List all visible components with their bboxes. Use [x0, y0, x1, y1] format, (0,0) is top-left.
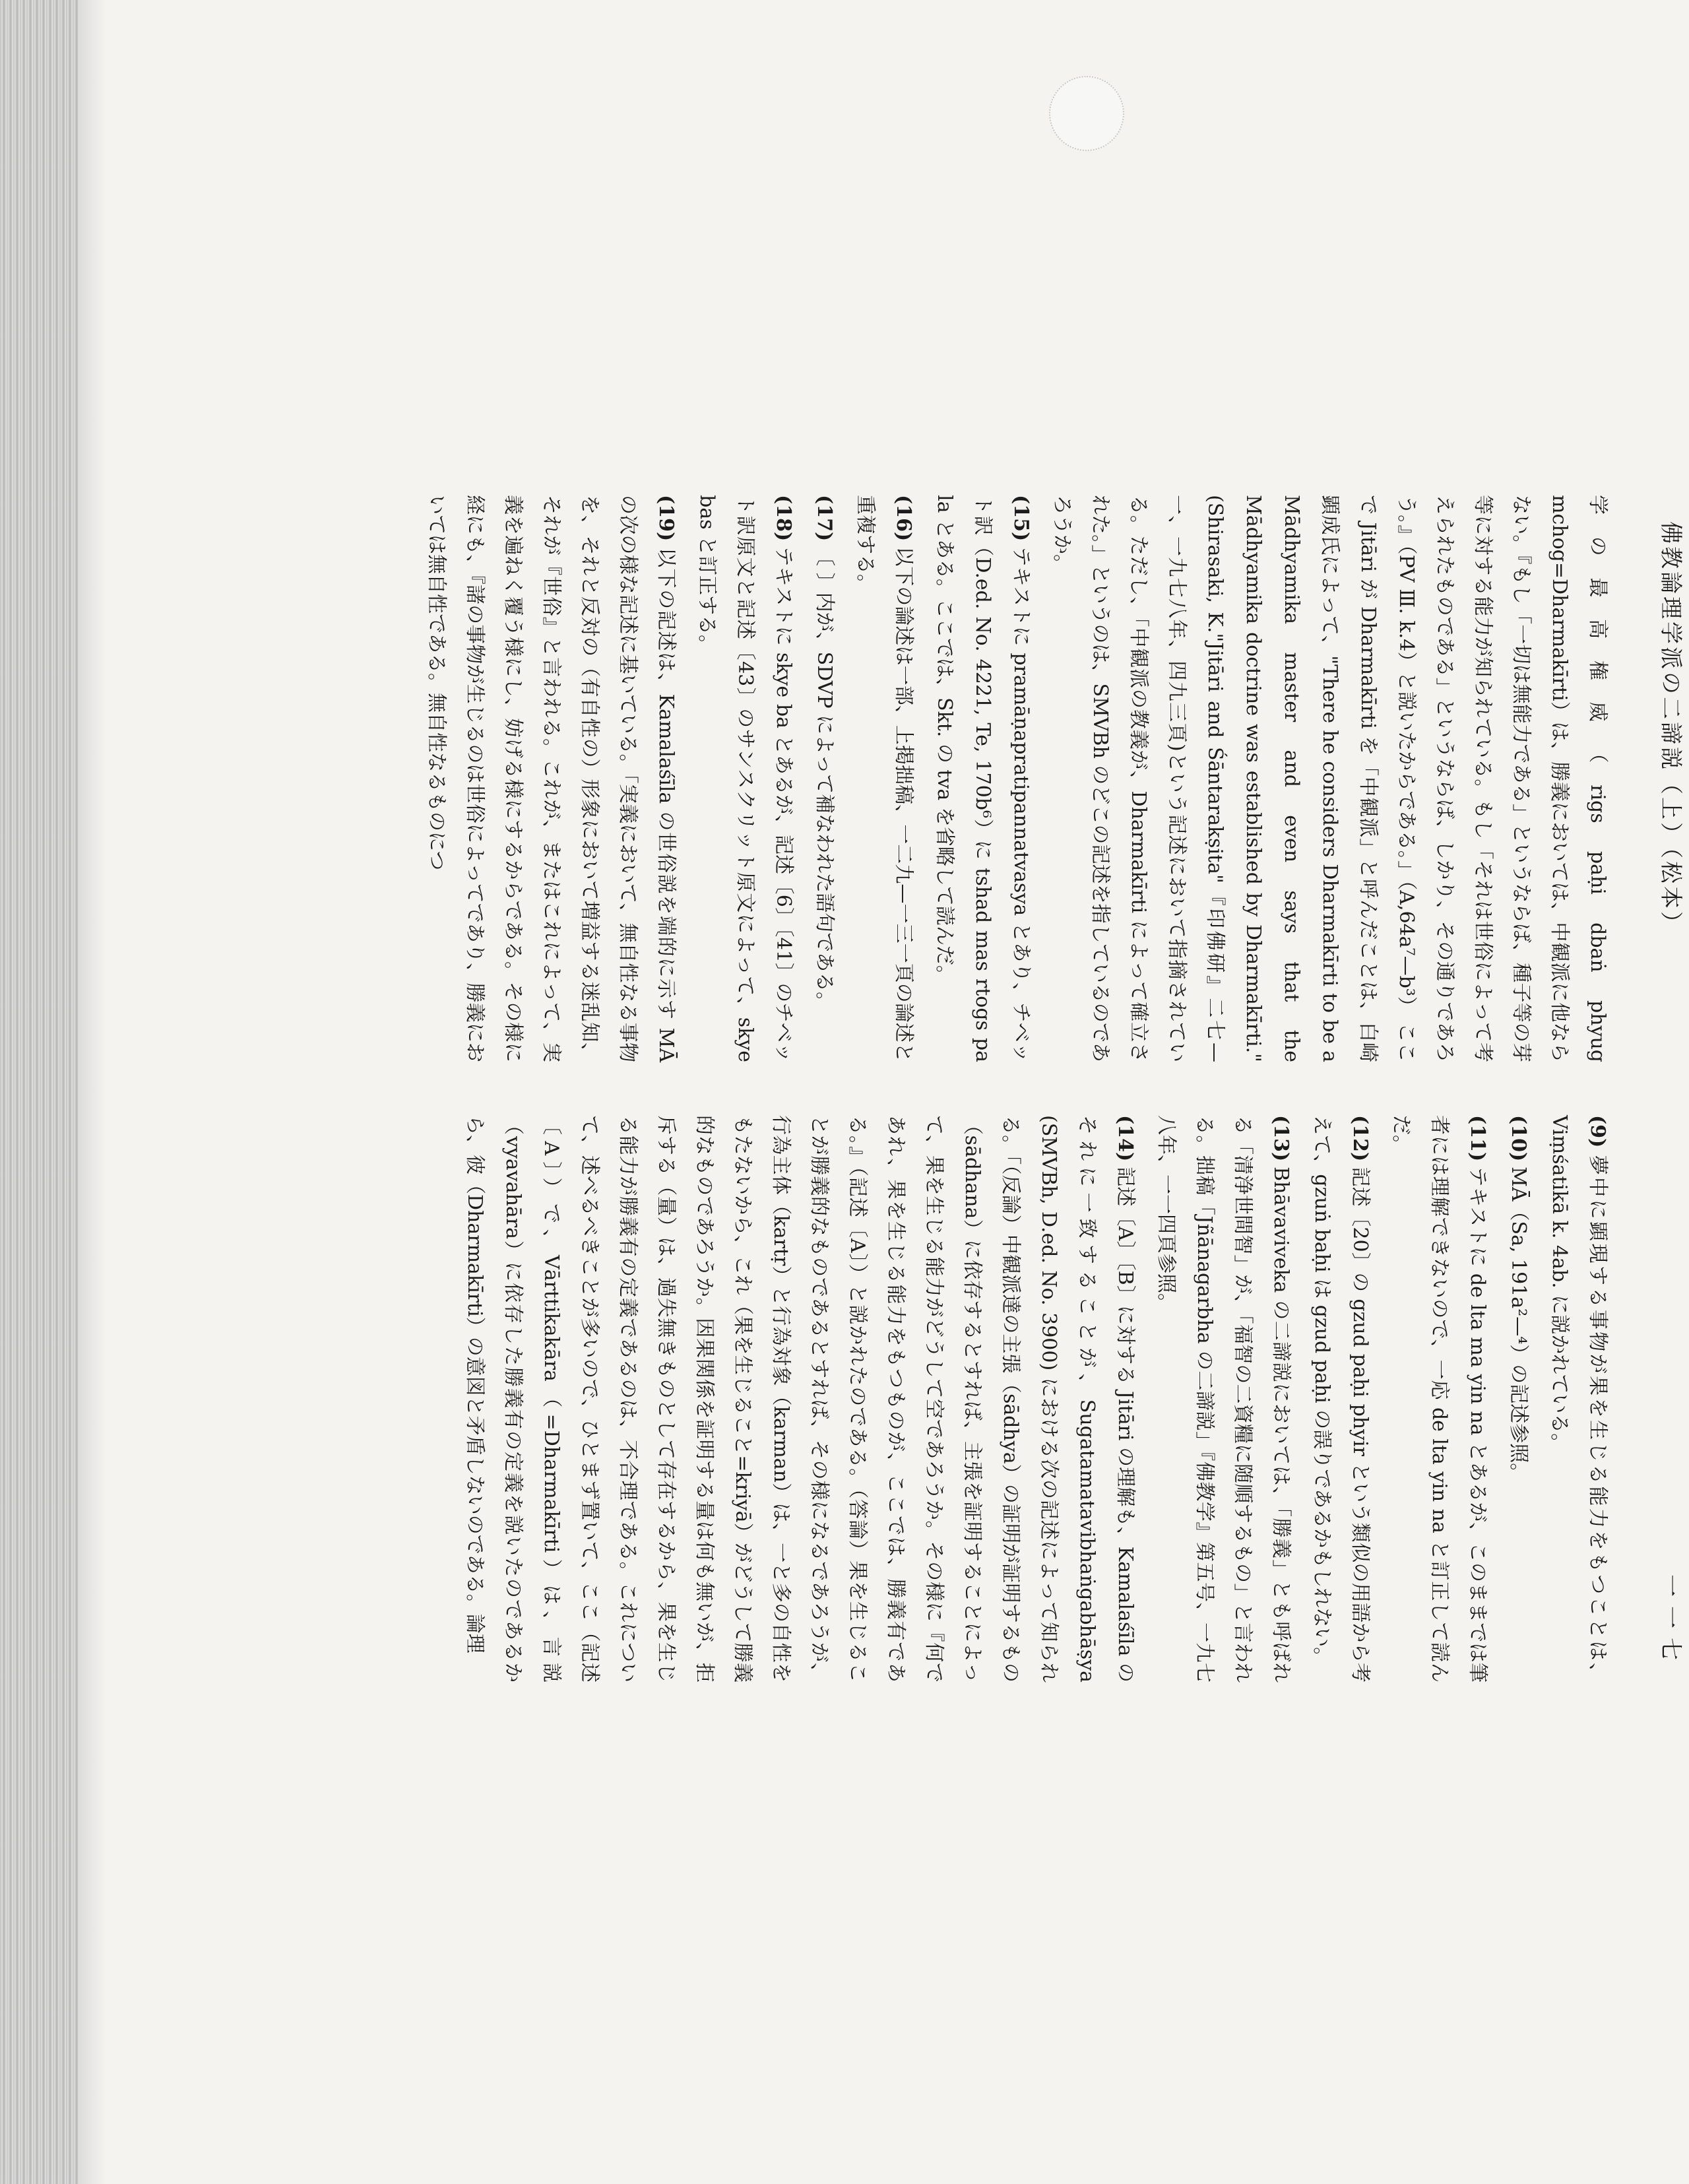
footnote-9 — [1540, 1115, 1616, 1683]
notes-body — [0, 495, 1616, 1683]
footnote-text: 記述〔A〕〔B〕に対する Jitāri の理解も、Kamalaśīla のそれに一致することが、Sugatamatavibhaṅgabhāṣya (SMVBh, D.ed. No. 3900) における次の記述によって知られる。「（反論）中観派達の主張（sādhya）の証明が証明するもの（sādhana）に依存するとすれば、主張を証明することによって、果を生じる能力がどうして空であろうか。その様に『何であれ、果を生じる能力をもつものが、ここでは、勝義有である。』（記述〔A〕）と説かれたのである。（答論）果を生じることが勝義的なものであるとすれば、その様になるであろうが、行為主体（kartṛ）と行為対象（karman）は、一と多の自性をもたないから、これ（果を生じること=kriyā）がどうして勝義的なものであろうか。因果関係を証明する量は何も無いが、拒斥する（量）は、過失無きものとして存在するから、果を生じる能力が勝義有の定義であるのは、不合理である。これについて、述べるべきことが多いので、ひとまず置いて、ここ（記述〔A〕）で、Vārttikakāra（=Dharmakīrti）は、言説（vyavahāra）に依存した勝義有の定義を説いたのであるから、彼（Dharmakīrti）の意図と矛盾しないのである。論理 — [463, 1115, 1137, 1683]
footnote-12 — [1302, 1115, 1379, 1683]
footnote-10 — [1499, 1115, 1537, 1683]
footnote-mark: (17) — [813, 495, 836, 542]
footnote-mark: (13) — [1269, 1115, 1292, 1162]
footnote-mark: (18) — [772, 495, 795, 542]
footnote-text: テキストに pramāṇapratipannatvasya とあり、チベット訳（D.ed. No. 4221, Te, 170b⁶）に tshad mas rtogs pa la とある。ここでは、Skt. の tva を省略して読んだ。 — [933, 495, 1033, 1062]
footnote-text: Bhāvaviveka の二諦説においては、「勝義」とも呼ばれる「清浄世間智」が、「福智の二資糧に随順するもの」と言われる。拙稿「Jñānagarbha の二諦説」『佛教学』第五号、一九七八年、一一四頁参照。 — [1155, 1115, 1292, 1683]
footnote-text: 以下の論述は一部、上掲拙稿、一二九—一三一頁の論述と重複する。 — [854, 495, 915, 1062]
footnote-mark: (16) — [892, 495, 915, 542]
footnote-mark: (14) — [1114, 1115, 1137, 1162]
left-column — [0, 495, 1616, 1062]
footnote-15 — [925, 495, 1040, 1062]
footnote-mark: (12) — [1349, 1115, 1372, 1162]
continuation-text: 学の最高権威（rigs paḥi dbaṅ phyug mchog=Dharmakīrti）は、勝義においては、中観派に他ならない。『もし「一切は無能力である」というならば、種子等の芽等に対する能力が知られている。もし「それは世俗によって考えられたものである」というならば、しかり、その通りであろう。』（PV Ⅲ. k.4）と説いたからである。」（A,64a⁷—b³） ここで Jitāri が Dharmakīrti を「中観派」と呼んだことは、白崎顕成氏によって、"There he considers Dharmakīrti to be a Mādhyamika master and even says that the Mādhyamika doctrine was established by Dharmakīrti."(Shirasaki, K."Jitāri and Śāntarakṣita"『印佛研』二七—一、一九七八年、四九三頁)という記述において指摘されている。ただし、「中観派の教義が、Dharmakīrti によって確立された。」というのは、SMVBh のどこの記述を指しているのであろうか。 — [1050, 495, 1609, 1062]
footnote-16 — [846, 495, 922, 1062]
running-title: 佛教論理学派の二諦説（上）（松本） — [1657, 521, 1684, 936]
rotated-page — [0, 495, 1689, 1683]
footnote-text: テキストに de lta ma yin na とあるが、このままでは筆者には理解できないので、一応 de lta yin na と訂正して読んだ。 — [1389, 1115, 1489, 1683]
page-header — [1643, 495, 1689, 1683]
footnote-mark: (9) — [1586, 1115, 1609, 1148]
page-number: 一一七 — [1657, 1574, 1684, 1669]
footnote-17 — [805, 495, 843, 1062]
footnote-mark: (19) — [654, 495, 678, 542]
footnote-text: MĀ（Sa, 191a²—⁴）の記述参照。 — [1507, 1167, 1530, 1483]
footnote-18 — [687, 495, 802, 1062]
footnote-text: テキストに skye ba とあるが、記述〔6〕〔41〕のチベット訳原文と記述〔43〕のサンスクリット原文によって、skye bas と訂正する。 — [695, 495, 795, 1062]
punch-hole-mark — [1049, 76, 1124, 151]
footnote-mark: (15) — [1009, 495, 1033, 542]
footnote-13 — [1147, 1115, 1300, 1683]
right-column — [0, 1115, 1616, 1683]
footnote-mark: (11) — [1466, 1115, 1489, 1162]
footnote-text: 以下の記述は、Kamalaśīla の世俗説を端的に示す MĀ の次の様な記述に基いている。「実義において、無自性なる事物を、それと反対の（有自性の）形象において増益する迷乱知、それが『世俗』と言われる。これが、またはこれによって、実義を遍ねく覆う様にし、妨げる様にするからである。その様に経にも、『諸の事物が生じるのは世俗によってであり、勝義においては無自性である。無自性なるものにつ — [425, 495, 678, 1062]
footnote-14 — [455, 1115, 1144, 1683]
footnote-text: 〔 〕内が、SDVP によって補なわれた語句である。 — [813, 546, 836, 1012]
footnote-19 — [417, 495, 685, 1062]
footnote-11 — [1382, 1115, 1496, 1683]
footnote-mark: (10) — [1507, 1115, 1530, 1162]
footnote-text: 夢中に顕現する事物が果を生じる能力をもつことは、Viṃśatikā k. 4ab. に説かれている。 — [1548, 1115, 1609, 1683]
footnote-text: 記述〔20〕の gzud paḥi phyir という類似の用語から考えて、gzuṅ baḥi は gzud paḥi の誤りであるかもしれない。 — [1310, 1115, 1372, 1683]
